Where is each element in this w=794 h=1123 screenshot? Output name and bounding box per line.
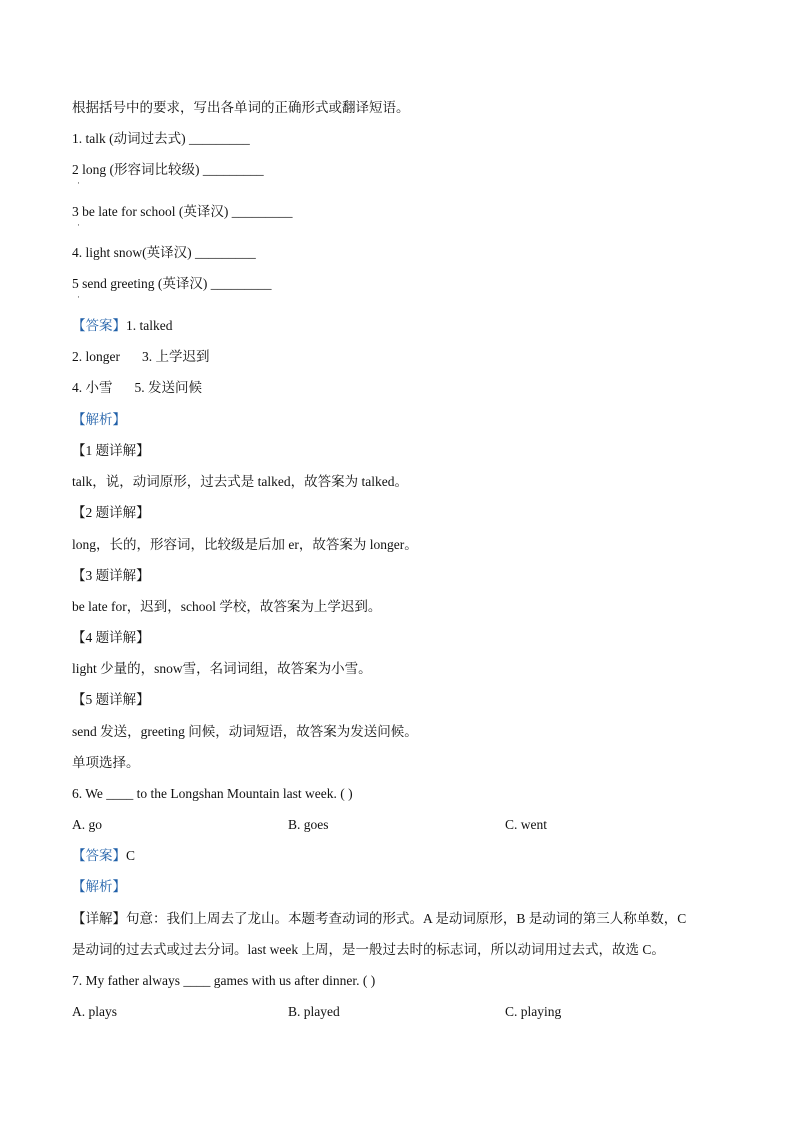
dot-mark: · (77, 220, 80, 230)
q7-option-a: A. plays (72, 1004, 117, 1019)
detail-head-4: 【4 题详解】 (72, 630, 150, 645)
answer-2: 2. longer (72, 349, 120, 364)
dot-mark: · (77, 178, 80, 188)
detail-text-4: light 少量的，snow雪，名词词组，故答案为小雪。 (72, 661, 372, 676)
question-4: 4. light snow(英译汉) _________ (72, 245, 256, 260)
question-3: 3 be late for school (英译汉) _________ (72, 204, 293, 219)
question-7: 7. My father always ____ games with us after dinner. ( ) (72, 973, 376, 988)
q6-option-c: C. went (505, 817, 547, 832)
answer-tag: 【答案】 (72, 318, 126, 333)
answer-line-2 (72, 347, 210, 367)
dot-mark: · (77, 292, 80, 302)
answer-4: 4. 小雪 (72, 380, 113, 395)
answer-tag: 【答案】 (72, 848, 126, 863)
question-6: 6. We ____ to the Longshan Mountain last week. ( ) (72, 786, 353, 801)
detail-text-3: be late for，迟到，school 学校，故答案为上学迟到。 (72, 599, 382, 614)
detail-head-3: 【3 题详解】 (72, 568, 150, 583)
q7-option-b: B. played (288, 1004, 340, 1019)
q6-analysis-tag: 【解析】 (72, 879, 126, 894)
detail-text-5: send 发送，greeting 问候，动词短语，故答案为发送问候。 (72, 724, 418, 739)
question-1: 1. talk (动词过去式) _________ (72, 131, 250, 146)
detail-head-2: 【2 题详解】 (72, 505, 150, 520)
answer-3: 3. 上学迟到 (142, 349, 210, 364)
detail-head-5: 【5 题详解】 (72, 692, 150, 707)
q6-detail-text-1: 句意：我们上周去了龙山。本题考查动词的形式。A 是动词原形，B 是动词的第三人称单数，C (126, 911, 687, 926)
q6-answer-line (72, 846, 135, 866)
answer-1: 1. talked (126, 318, 173, 333)
q6-answer: C (126, 848, 136, 863)
answer-line-1 (72, 316, 173, 336)
q6-detail-line-2: 是动词的过去式或过去分词。last week 上周，是一般过去时的标志词，所以动词用过去式，故选 C。 (72, 942, 665, 957)
question-2: 2 long (形容词比较级) _________ (72, 162, 264, 177)
detail-tag: 【详解】 (72, 911, 126, 926)
answer-line-3 (72, 378, 202, 398)
q6-detail-line-1 (72, 909, 686, 929)
analysis-tag: 【解析】 (72, 412, 126, 427)
section-title: 单项选择。 (72, 755, 140, 770)
q6-option-a: A. go (72, 817, 102, 832)
question-5: 5 send greeting (英译汉) _________ (72, 276, 272, 291)
q7-option-c: C. playing (505, 1004, 562, 1019)
answer-5: 5. 发送问候 (134, 380, 202, 395)
detail-head-1: 【1 题详解】 (72, 443, 150, 458)
q6-option-b: B. goes (288, 817, 329, 832)
instruction: 根据括号中的要求，写出各单词的正确形式或翻译短语。 (72, 100, 410, 115)
detail-text-2: long，长的，形容词，比较级是后加 er，故答案为 longer。 (72, 537, 418, 552)
detail-text-1: talk，说，动词原形，过去式是 talked，故答案为 talked。 (72, 474, 408, 489)
